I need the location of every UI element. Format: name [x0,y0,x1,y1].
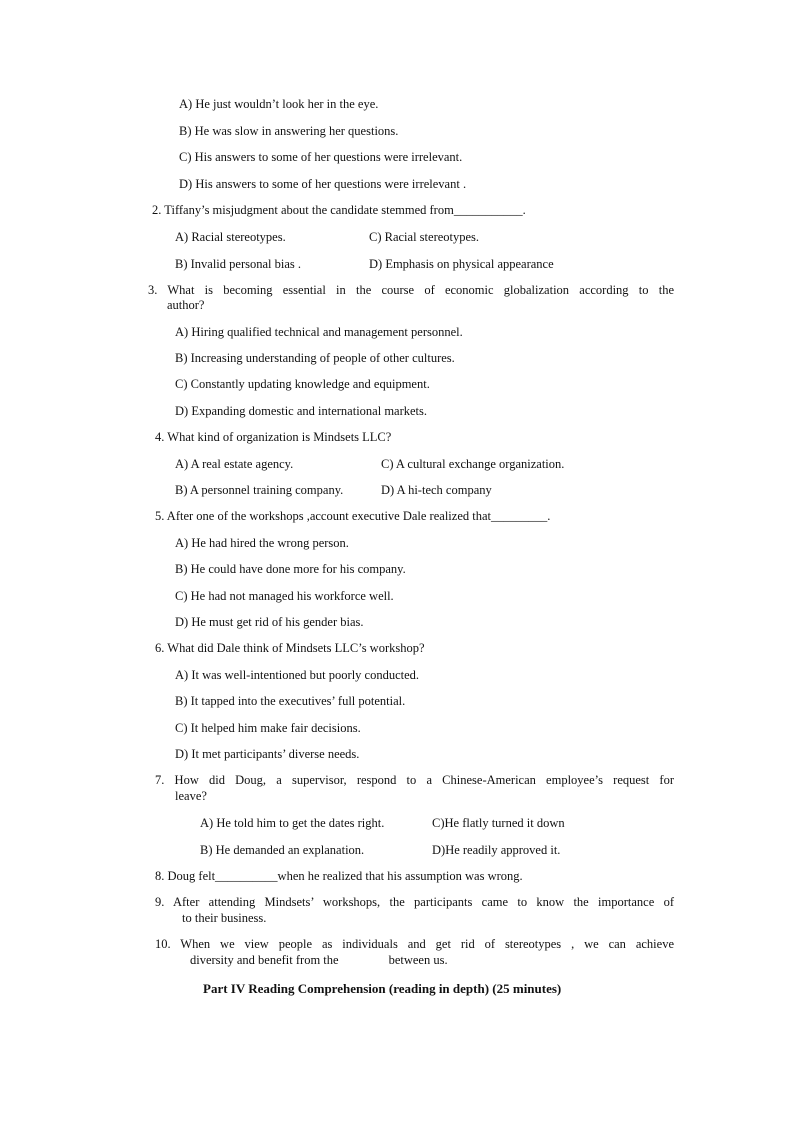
question-7-stem-line-1: 7. How did Doug, a supervisor, respond to a Chinese-American employee’s request for [155,773,674,787]
question-2-option-b: B) Invalid personal bias . [175,257,302,271]
question-3-option-b: B) Increasing understanding of people of other cultures. [175,351,455,365]
question-7-option-a: A) He told him to get the dates right. [200,816,385,830]
question-3-stem-line-2: author? [167,298,205,312]
question-2-stem: 2. Tiffany’s misjudgment about the candidate stemmed from___________. [152,203,526,217]
question-5-option-b: B) He could have done more for his company. [175,562,406,576]
question-8-stem: 8. Doug felt__________when he realized that his assumption was wrong. [155,869,523,883]
question-10-stem-line-1: 10. When we view people as individuals and get rid of stereotypes , we can achieve [155,937,674,951]
question-7-option-c: C)He flatly turned it down [432,816,565,830]
question-9-stem-line-1: 9. After attending Mindsets’ workshops, the participants came to know the importance of [155,895,674,909]
question-5-stem: 5. After one of the workshops ,account executive Dale realized that_________. [155,509,551,523]
question-10-stem-line-2: diversity and benefit from the between us. [190,953,448,967]
question-6-option-c: C) It helped him make fair decisions. [175,721,361,735]
question-5-option-d: D) He must get rid of his gender bias. [175,615,364,629]
question-2-option-d: D) Emphasis on physical appearance [369,257,554,271]
question-3-option-c: C) Constantly updating knowledge and equipment. [175,377,430,391]
question-4-option-a: A) A real estate agency. [175,457,294,471]
question-5-option-a: A) He had hired the wrong person. [175,536,349,550]
question-6-stem: 6. What did Dale think of Mindsets LLC’s workshop? [155,641,425,655]
option-c: C) His answers to some of her questions were irrelevant. [179,150,463,164]
question-7-stem-line-2: leave? [175,789,207,803]
option-d: D) His answers to some of her questions were irrelevant . [179,177,467,191]
question-6-option-d: D) It met participants’ diverse needs. [175,747,360,761]
question-5-option-c: C) He had not managed his workforce well. [175,589,394,603]
question-3-option-a: A) Hiring qualified technical and management personnel. [175,325,463,339]
question-3-option-d: D) Expanding domestic and international markets. [175,404,428,418]
question-2-option-c: C) Racial stereotypes. [369,230,480,244]
question-2-option-a: A) Racial stereotypes. [175,230,286,244]
question-7-option-d: D)He readily approved it. [432,843,561,857]
option-b: B) He was slow in answering her questions. [179,124,399,138]
question-6-option-b: B) It tapped into the executives’ full potential. [175,694,406,708]
question-4-option-b: B) A personnel training company. [175,483,344,497]
question-6-option-a: A) It was well-intentioned but poorly conducted. [175,668,420,682]
question-4-option-d: D) A hi-tech company [381,483,492,497]
question-4-stem: 4. What kind of organization is Mindsets LLC? [155,430,392,444]
question-7-option-b: B) He demanded an explanation. [200,843,365,857]
question-3-stem-line-1: 3. What is becoming essential in the course of economic globalization according to the [148,283,674,297]
section-heading: Part IV Reading Comprehension (reading in depth) (25 minutes) [203,981,562,996]
question-4-option-c: C) A cultural exchange organization. [381,457,565,471]
question-9-stem-line-2: to their business. [182,911,267,925]
option-a: A) He just wouldn’t look her in the eye. [179,97,379,111]
